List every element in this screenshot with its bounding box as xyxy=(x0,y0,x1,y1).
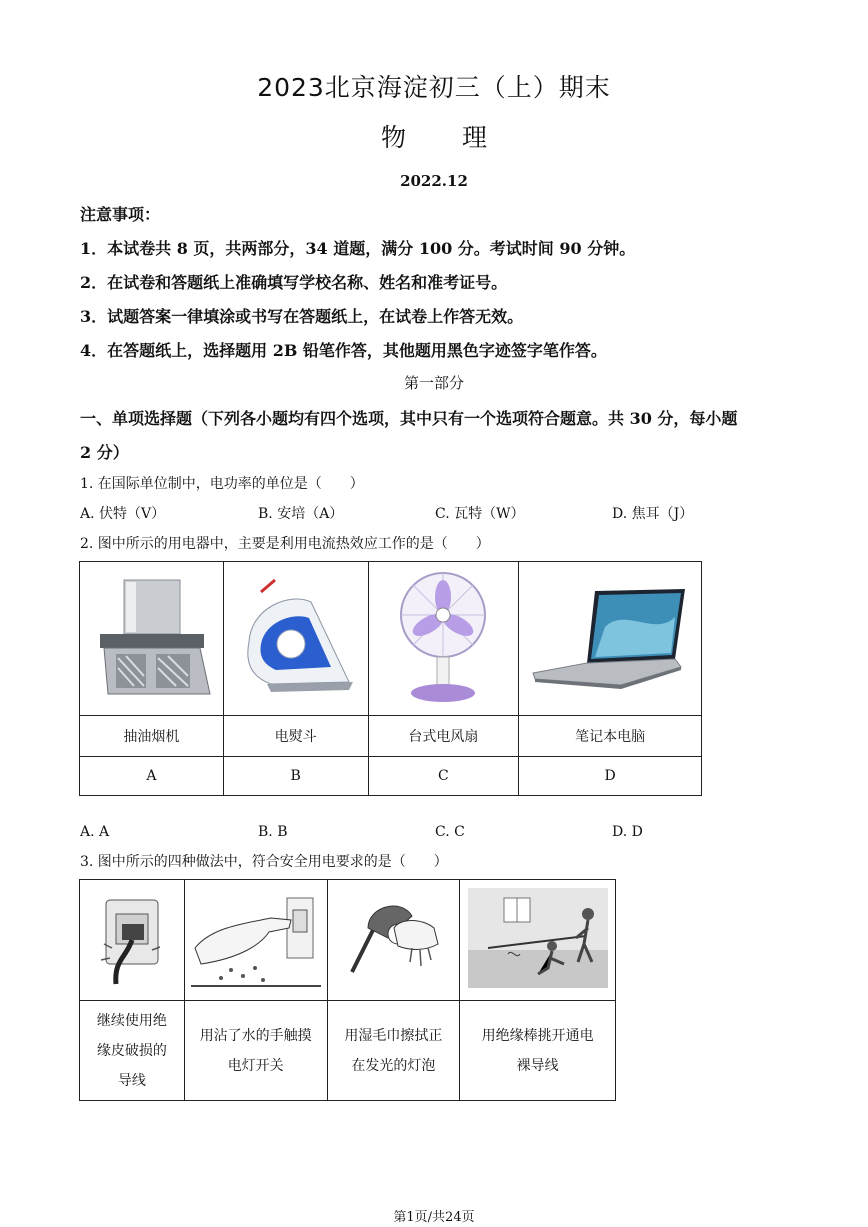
notice-item: 3．试题答案一律填涂或书写在答题纸上，在试卷上作答无效。 xyxy=(80,307,524,326)
wet-hand-switch-icon xyxy=(184,880,327,1001)
q1-option-c: C. 瓦特（W） xyxy=(435,506,525,522)
page-footer: 第1页/共24页 xyxy=(393,1210,475,1225)
appliance-name: 电熨斗 xyxy=(223,716,368,757)
safety-caption: 用绝缘棒挑开通电 裸导线 xyxy=(460,1001,616,1101)
subject-title xyxy=(0,118,868,154)
exam-date: 2022.12 xyxy=(400,172,468,190)
appliance-letter: B xyxy=(223,757,368,796)
question-1-stem: 1. 在国际单位制中，电功率的单位是（ ） xyxy=(80,476,364,492)
q3-safety-table xyxy=(79,879,616,1101)
desk-fan-icon xyxy=(368,562,519,716)
subject-char: 理 xyxy=(462,123,488,152)
q2-option-d: D. D xyxy=(612,824,643,840)
q1-option-d: D. 焦耳（J） xyxy=(612,506,694,522)
question-3-stem: 3. 图中所示的四种做法中，符合安全用电要求的是（ ） xyxy=(80,854,448,870)
page-title: 2023北京海淀初三（上）期末 xyxy=(257,73,611,102)
subject-char: 物 xyxy=(380,123,406,152)
appliance-name: 台式电风扇 xyxy=(368,716,519,757)
q1-option-a: A. 伏特（V） xyxy=(80,506,166,522)
appliance-letter: A xyxy=(80,757,224,796)
safety-caption: 继续使用绝 缘皮破损的 导线 xyxy=(80,1001,185,1101)
safety-caption: 用湿毛巾擦拭正 在发光的灯泡 xyxy=(327,1001,460,1101)
range-hood-icon xyxy=(80,562,224,716)
q1-option-b: B. 安培（A） xyxy=(258,506,344,522)
notice-item: 2．在试卷和答题纸上准确填写学校名称、姓名和准考证号。 xyxy=(80,273,508,292)
safety-caption: 用沾了水的手触摸 电灯开关 xyxy=(184,1001,327,1101)
wet-towel-bulb-icon xyxy=(327,880,460,1001)
section-heading-cont: 2 分） xyxy=(80,443,129,462)
question-2-stem: 2. 图中所示的用电器中，主要是利用电流热效应工作的是（ ） xyxy=(80,536,490,552)
insulated-rod-icon xyxy=(460,880,616,1001)
electric-iron-icon xyxy=(223,562,368,716)
q2-option-b: B. B xyxy=(258,824,288,840)
section-heading: 一、单项选择题（下列各小题均有四个选项，其中只有一个选项符合题意。共 30 分，每小题 xyxy=(80,409,738,428)
q2-option-a: A. A xyxy=(80,824,110,840)
part-heading: 第一部分 xyxy=(403,374,464,392)
appliance-name: 笔记本电脑 xyxy=(519,716,702,757)
damaged-plug-icon xyxy=(80,880,185,1001)
q2-appliance-table xyxy=(79,561,702,796)
appliance-letter: D xyxy=(519,757,702,796)
notice-item: 4．在答题纸上，选择题用 2B 铅笔作答，其他题用黑色字迹签字笔作答。 xyxy=(80,341,607,360)
laptop-icon xyxy=(519,562,702,716)
notice-heading: 注意事项： xyxy=(80,205,161,224)
q2-option-c: C. C xyxy=(435,824,465,840)
appliance-letter: C xyxy=(368,757,519,796)
notice-item: 1．本试卷共 8 页，共两部分，34 道题，满分 100 分。考试时间 90 分钟。 xyxy=(80,239,636,258)
appliance-name: 抽油烟机 xyxy=(80,716,224,757)
